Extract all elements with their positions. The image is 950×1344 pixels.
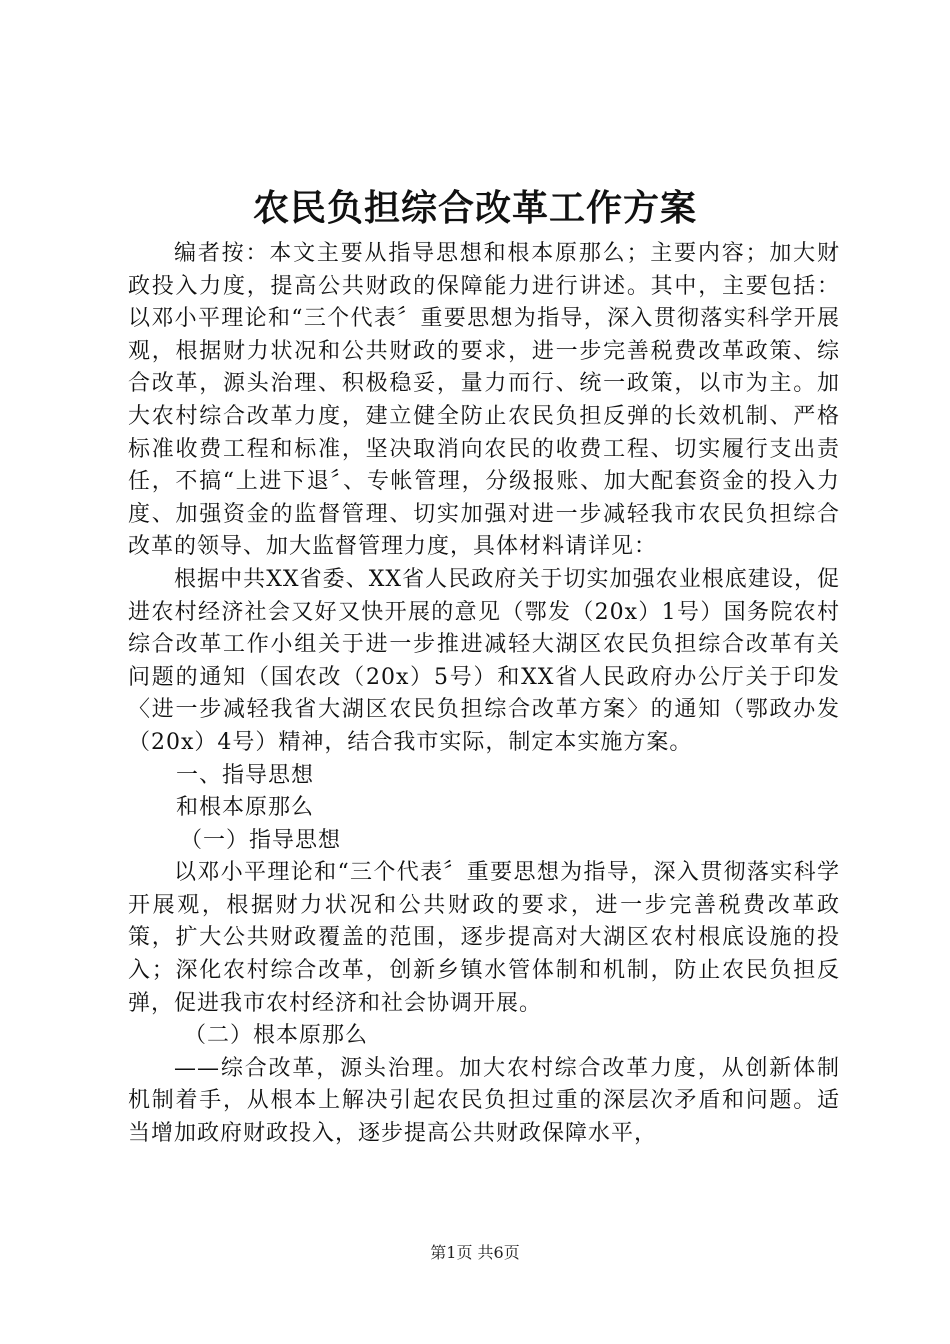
subsection-heading-1: （一）指导思想 bbox=[180, 827, 342, 853]
section-heading-guiding-thought: 一、指导思想 bbox=[176, 762, 315, 788]
basis-paragraph: 根据中共XX省委、XX省人民政府关于切实加强农业根底建设，促进农村经济社会又好又快开展的意见（鄂发（20x）1号）国务院农村综合改革工作小组关于进一步推进减轻大湖区农民负担综合改革有关问题的通知（国农改（20x）5号）和XX省人民政府办公厅关于印发〈进一步减轻我省大湖区农民负担综合改革方案〉的通知（鄂政办发（20x）4号）精神，结合我市实际，制定本实施方案。 bbox=[128, 566, 840, 755]
principles-paragraph: ——综合改革，源头治理。加大农村综合改革力度，从创新体制机制着手，从根本上解决引起农民负担过重的深层次矛盾和问题。适当增加政府财政投入，逐步提高公共财政保障水平， bbox=[128, 1055, 840, 1147]
guiding-thought-paragraph: 以邓小平理论和“三个代表〞重要思想为指导，深入贯彻落实科学开展观，根据财力状况和公共财政的要求，进一步完善税费改革政策，扩大公共财政覆盖的范围，逐步提高对大湖区农村根底设施的投入；深化农村综合改革，创新乡镇水管体制和机制，防止农民负担反弹，促进我市农村经济和社会协调开展。 bbox=[128, 860, 840, 1016]
editor-note-paragraph: 编者按：本文主要从指导思想和根本原那么；主要内容；加大财政投入力度，提高公共财政的保障能力进行讲述。其中，主要包括：以邓小平理论和“三个代表〞重要思想为指导，深入贯彻落实科学开展观，根据财力状况和公共财政的要求，进一步完善税费改革政策、综合改革，源头治理、积极稳妥，量力而行、统一政策，以市为主。加大农村综合改革力度，建立健全防止农民负担反弹的长效机制、严格标准收费工程和标准，坚决取消向农民的收费工程、切实履行支出责任，不搞“上进下退〞、专帐管理，分级报账、加大配套资金的投入力度、加强资金的监督管理、切实加强对进一步减轻我市农民负担综合改革的领导、加大监督管理力度，具体材料请详见： bbox=[128, 241, 840, 560]
document-title: 农民负担综合改革工作方案 bbox=[252, 187, 697, 229]
section-heading-continuation: 和根本原那么 bbox=[176, 795, 315, 821]
document-body bbox=[128, 238, 840, 1151]
subsection-heading-2: （二）根本原那么 bbox=[184, 1023, 369, 1049]
page-number-footer: 第1页 共6页 bbox=[430, 1243, 520, 1262]
